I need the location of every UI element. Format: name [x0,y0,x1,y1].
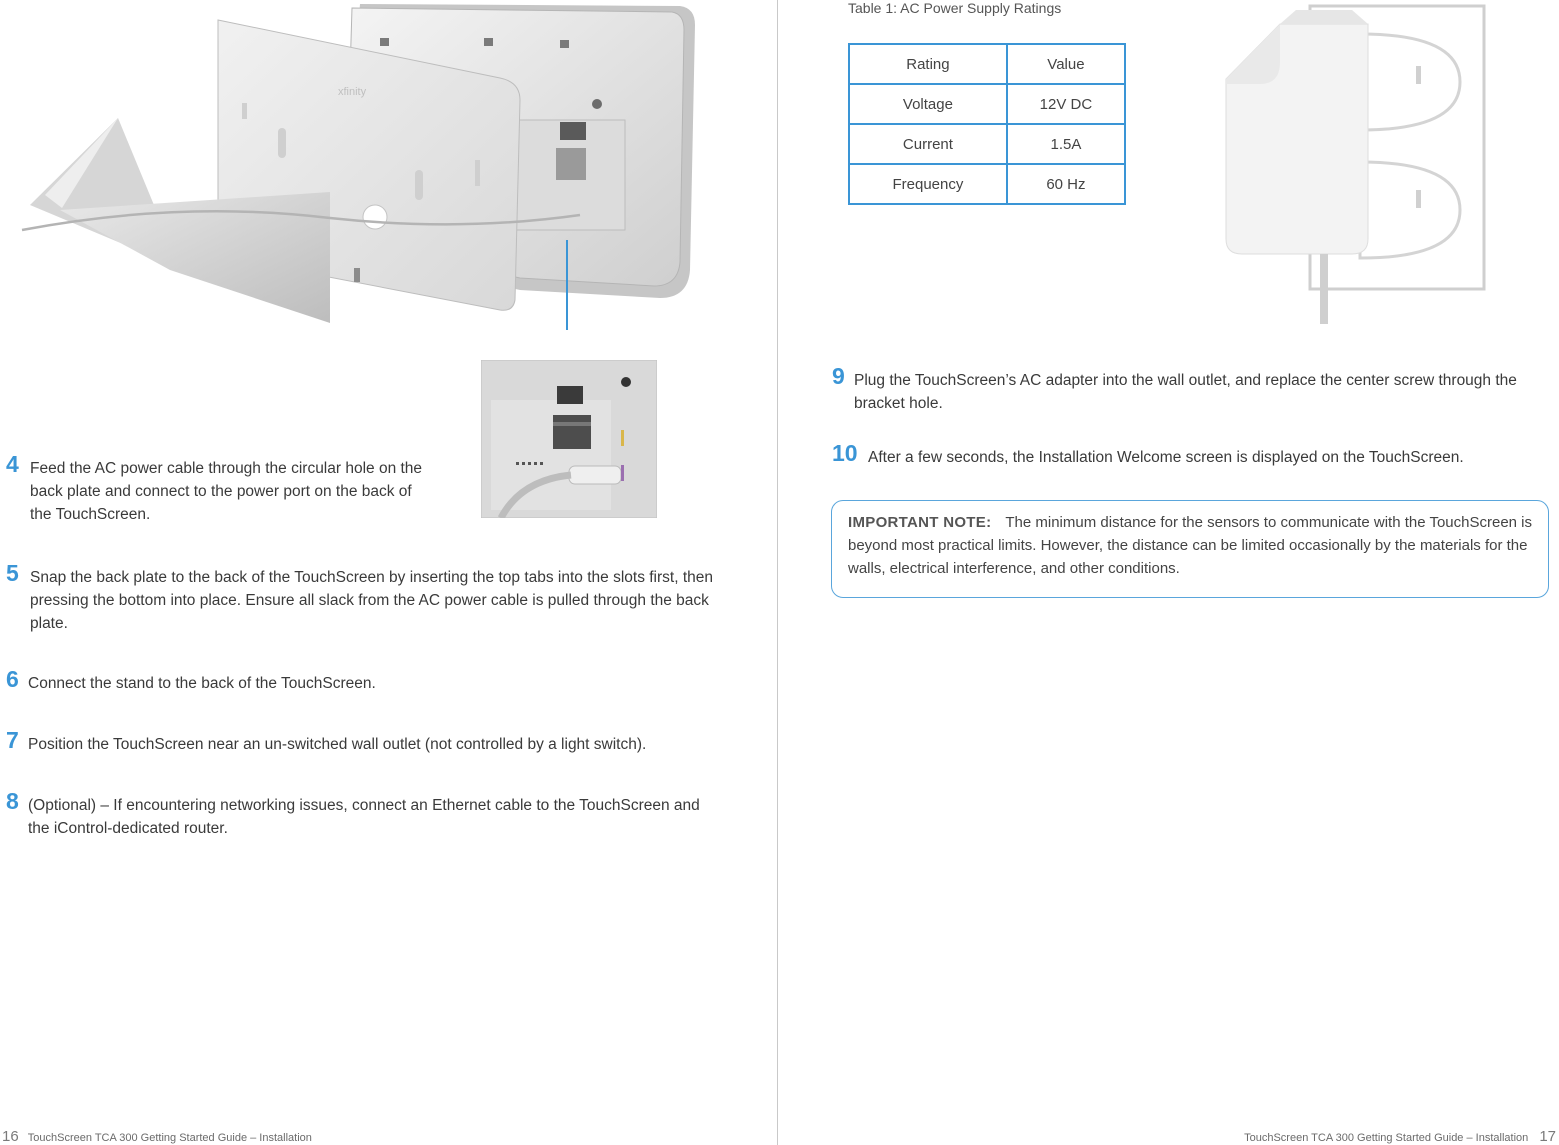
step-8 [6,788,718,840]
step-text: Connect the stand to the back of the TouchScreen. [28,675,376,692]
page-number: 17 [1539,1128,1556,1145]
step-text: Plug the TouchScreen’s AC adapter into the wall outlet, and replace the center screw through the bracket hole. [854,372,1517,412]
ac-power-ratings-table [848,43,1126,205]
step-number: 7 [6,727,19,753]
step-9 [832,363,1532,415]
step-text: After a few seconds, the Installation Welcome screen is displayed on the TouchScreen. [868,449,1464,466]
header-cell: Value [1007,44,1125,84]
table-row [849,164,1125,204]
step-text: Position the TouchScreen near an un-switched wall outlet (not controlled by a light switch). [28,736,647,753]
wall-outlet-adapter-illustration [1220,4,1490,326]
table-caption: Table 1: AC Power Supply Ratings [848,0,1062,16]
step-number: 8 [6,788,19,814]
table-cell: 60 Hz [1007,164,1125,204]
header-cell: Rating [849,44,1007,84]
table-row [849,84,1125,124]
step-number: 4 [6,451,19,477]
footer-title: TouchScreen TCA 300 Getting Started Guide – Installation [1244,1132,1529,1144]
right-footer [1244,1128,1556,1145]
note-label: IMPORTANT NOTE: [848,514,992,531]
device-back-plate-illustration [0,0,720,330]
step-number: 10 [832,440,858,466]
left-footer [2,1128,312,1145]
step-10 [832,440,1532,469]
device-brand-logo: xfinity [338,86,367,98]
footer-title: TouchScreen TCA 300 Getting Started Guide – Installation [27,1132,312,1144]
table-row [849,124,1125,164]
step-number: 6 [6,666,19,692]
table-cell: 12V DC [1007,84,1125,124]
step-number: 5 [6,560,19,586]
page-divider [777,0,778,1145]
step-5 [6,560,718,635]
table-cell: Frequency [849,164,1007,204]
table-header-row [849,44,1125,84]
note-text: The minimum distance for the sensors to communicate with the TouchScreen is beyond most practical limits. However, the distance can be limited occasionally by the materials for the walls, electrical interference, and other conditions. [848,514,1533,577]
step-text: (Optional) – If encountering networking issues, connect an Ethernet cable to the TouchScreen and the iControl-dedicated router. [28,797,700,837]
step-text: Feed the AC power cable through the circular hole on the back plate and connect to the power port on the back of the TouchScreen. [30,460,423,523]
step-6 [6,666,718,695]
step-text: Snap the back plate to the back of the TouchScreen by inserting the top tabs into the slots first, then pressing the bottom into place. Ensure all slack from the AC power cable is pulled through the back plate. [30,569,713,632]
step-number: 9 [832,363,845,389]
page-number: 16 [2,1128,19,1145]
step-7 [6,727,718,756]
step-4 [6,451,426,526]
important-note-box [831,500,1549,598]
table-cell: 1.5A [1007,124,1125,164]
power-port-closeup-illustration [481,360,657,518]
table-cell: Current [849,124,1007,164]
table-cell: Voltage [849,84,1007,124]
